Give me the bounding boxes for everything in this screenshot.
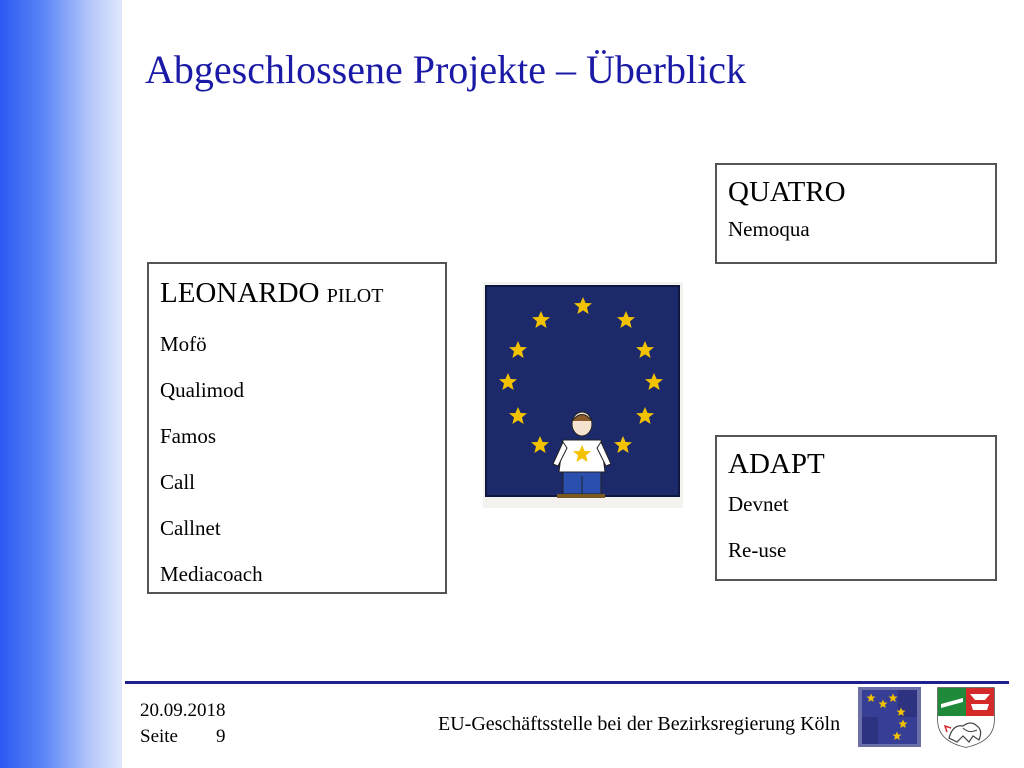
list-item: Mediacoach: [160, 562, 263, 586]
box-heading: [160, 276, 445, 310]
footer-organization: EU-Geschäftsstelle bei der Bezirksregierung Köln: [438, 713, 841, 735]
sidebar-gradient: [0, 0, 122, 768]
list-item: Mofö: [160, 332, 207, 356]
project-box-quatro: [715, 163, 997, 264]
nrw-coat-of-arms-icon: [935, 686, 997, 749]
list-item: Qualimod: [160, 378, 244, 402]
list-item: Devnet: [728, 492, 789, 516]
eu-stars-logo: [858, 687, 921, 747]
footer-date: 20.09.2018: [140, 700, 226, 721]
box-heading: ADAPT: [728, 448, 825, 480]
page-number: 9: [216, 726, 226, 747]
list-item: Famos: [160, 424, 217, 448]
list-item: Call: [160, 470, 195, 494]
footer-page: [140, 726, 226, 748]
project-box-leonardo: [147, 262, 447, 594]
eu-flag-person-illustration: [483, 282, 683, 508]
list-item: Re-use: [728, 538, 787, 562]
box-heading-small: pilot: [326, 277, 384, 309]
page-label: Seite: [140, 726, 178, 747]
box-heading-main: LEONARDO: [160, 277, 327, 309]
list-item: Nemoqua: [728, 217, 810, 241]
box-heading: QUATRO: [728, 176, 846, 208]
project-box-adapt: [715, 435, 997, 581]
list-item: Callnet: [160, 516, 221, 540]
footer-divider: [125, 681, 1009, 684]
page-title: Abgeschlossene Projekte – Überblick: [145, 47, 746, 92]
